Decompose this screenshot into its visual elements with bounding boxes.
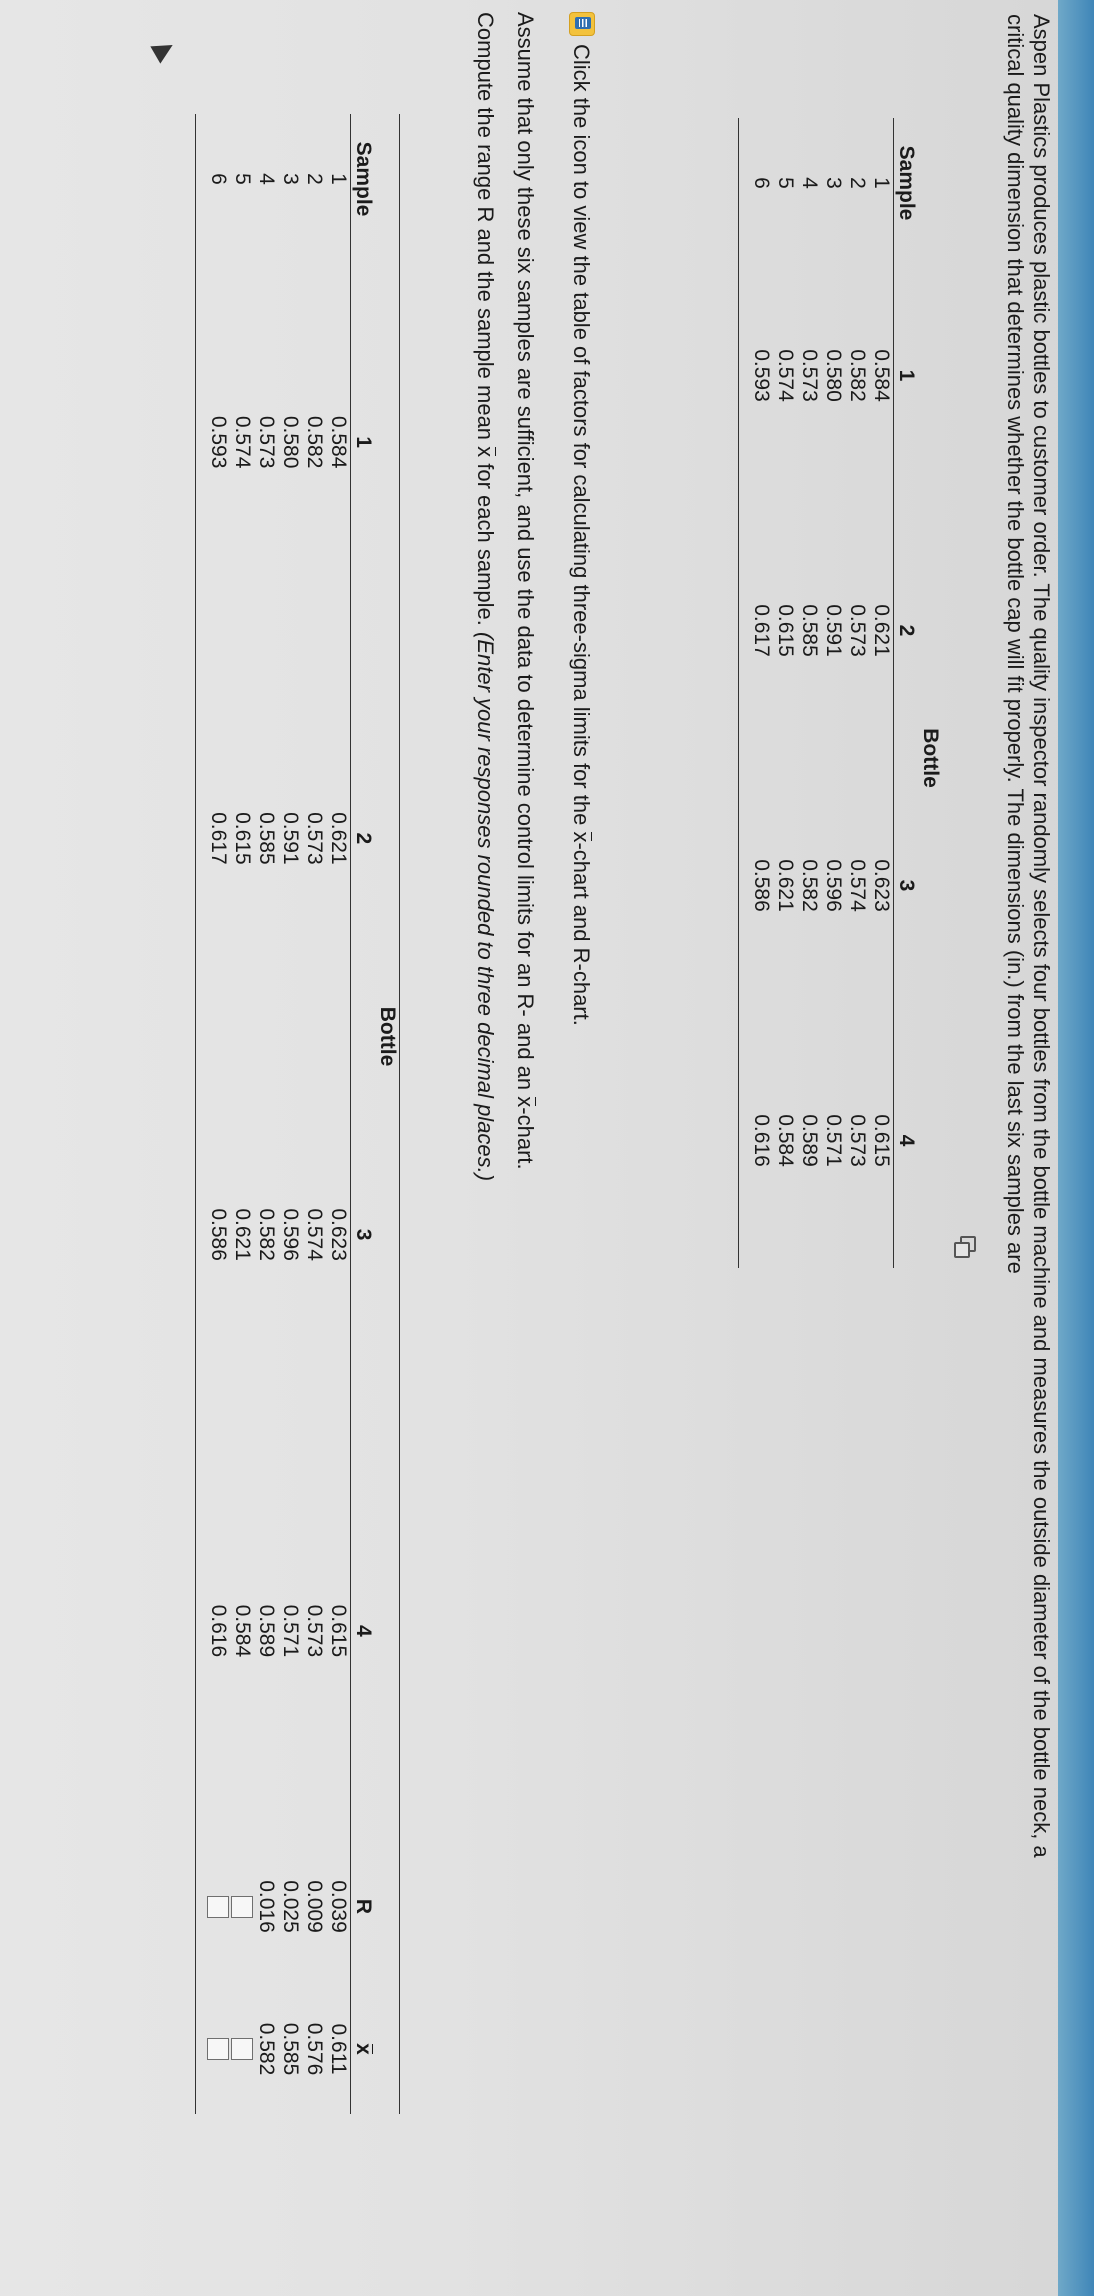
spacer-cell xyxy=(739,118,750,248)
bottle-measurement: 0.573 xyxy=(846,604,869,657)
spacer-cell xyxy=(196,1037,207,1433)
problem-statement-line-1: Aspen Plastics produces plastic bottles to customer order. The quality inspector randomly selects four bottles from the bottle machine and measures the outside diameter of the bottle neck, a xyxy=(1029,14,1054,1858)
sample-number: 3 xyxy=(279,173,302,185)
xbar-symbol: x xyxy=(513,1096,538,1108)
cursor-icon xyxy=(150,36,177,63)
answer-table xyxy=(195,114,400,2114)
table-row xyxy=(254,114,278,2114)
mean-cell xyxy=(278,1984,302,2114)
bottle-measurement: 0.571 xyxy=(822,1114,845,1167)
bottle-4-header: 4 xyxy=(895,1134,918,1147)
table-row xyxy=(230,114,254,2114)
bottle-measurement: 0.615 xyxy=(327,1604,350,1658)
table-row xyxy=(797,118,821,1268)
bottle-measurement: 0.584 xyxy=(774,1114,797,1167)
mean-column-header xyxy=(351,1984,376,2114)
mean-value: 0.611 xyxy=(327,2023,350,2075)
bottle-measurement: 0.617 xyxy=(207,812,230,865)
bottle-measurement: 0.573 xyxy=(303,1604,326,1658)
bottle-measurement: 0.591 xyxy=(279,812,302,865)
bottle-measurement: 0.623 xyxy=(327,1208,350,1261)
factors-link-post: -chart and R-chart. xyxy=(569,842,594,1026)
assumption-pre: Assume that only these six samples are sufficient, and use the data to determine control limits for an R- and an xyxy=(513,12,538,1097)
spacer-cell xyxy=(739,758,750,1013)
range-value: 0.039 xyxy=(327,1880,350,1933)
bottle-group-header: Bottle xyxy=(375,244,400,1829)
mean-cell xyxy=(254,1984,278,2114)
bottle-measurement: 0.574 xyxy=(846,859,869,912)
mean-cell xyxy=(230,1984,254,2114)
range-value: 0.016 xyxy=(255,1880,278,1933)
factors-table-link[interactable] xyxy=(568,44,594,1026)
range-cell xyxy=(302,1829,326,1984)
mean-answer-input[interactable] xyxy=(231,2038,253,2060)
bottle-measurement: 0.617 xyxy=(750,604,773,657)
instruction-mid: for each sample. xyxy=(473,457,498,633)
sample-number: 2 xyxy=(303,173,326,185)
window-frame-bar xyxy=(1058,0,1094,2296)
range-answer-input[interactable] xyxy=(207,1896,229,1918)
spacer-cell xyxy=(196,114,207,244)
bottle-measurement: 0.585 xyxy=(255,812,278,865)
bottle-measurement: 0.615 xyxy=(231,812,254,865)
bottle-measurement: 0.582 xyxy=(846,349,869,402)
range-value: 0.009 xyxy=(303,1880,326,1933)
range-cell xyxy=(254,1829,278,1984)
bottle-1-header: 1 xyxy=(895,369,918,382)
document-icon[interactable] xyxy=(569,12,595,36)
bottle-measurement: 0.593 xyxy=(750,349,773,402)
rounding-note: (Enter your responses rounded to three decimal places.) xyxy=(473,632,498,1182)
spacer-cell xyxy=(739,248,750,503)
table-spacer xyxy=(739,118,750,1268)
range-cell xyxy=(278,1829,302,1984)
sample-number: 4 xyxy=(255,173,278,185)
bottle-group-header: Bottle xyxy=(919,728,942,788)
bottle-measurement: 0.580 xyxy=(822,349,845,402)
xbar-symbol: x xyxy=(569,831,594,843)
mean-answer-input[interactable] xyxy=(207,2038,229,2060)
spacer-cell xyxy=(196,1829,207,1984)
table-row xyxy=(206,114,230,2114)
range-cell xyxy=(206,1829,230,1984)
sample-number: 4 xyxy=(798,177,821,189)
bottle-measurement: 0.616 xyxy=(207,1604,230,1658)
bottle-measurement: 0.573 xyxy=(846,1114,869,1167)
sample-number: 3 xyxy=(822,177,845,189)
bottle-measurement: 0.615 xyxy=(774,604,797,657)
bottle-measurement: 0.582 xyxy=(798,859,821,912)
bottle-measurement: 0.574 xyxy=(303,1208,326,1261)
sample-number: 6 xyxy=(750,177,773,189)
xbar-symbol: x xyxy=(473,446,498,458)
bottle-measurement: 0.573 xyxy=(255,415,278,469)
bottle-measurement: 0.621 xyxy=(774,859,797,912)
mean-cell xyxy=(206,1984,230,2114)
assumption-text xyxy=(512,12,538,1170)
bottle-measurement: 0.573 xyxy=(303,812,326,865)
instruction-text xyxy=(472,12,498,1181)
mean-cell xyxy=(326,1984,351,2114)
mean-value: 0.585 xyxy=(279,2022,302,2076)
range-cell xyxy=(326,1829,351,1984)
bottle-measurement: 0.615 xyxy=(870,1114,893,1167)
table-spacer xyxy=(196,114,207,2114)
assumption-post: -chart. xyxy=(513,1107,538,1170)
instruction-pre: Compute the range R and the sample mean xyxy=(473,12,498,447)
bottle-measurement: 0.584 xyxy=(231,1604,254,1658)
bottle-measurement: 0.596 xyxy=(822,859,845,912)
table-row xyxy=(749,118,773,1268)
range-value: 0.025 xyxy=(279,1880,302,1933)
mean-cell xyxy=(302,1984,326,2114)
sample-number: 6 xyxy=(207,173,230,185)
mean-value: 0.576 xyxy=(303,2022,326,2076)
sample-number: 5 xyxy=(231,173,254,185)
bottle-4-header: 4 xyxy=(352,1625,375,1637)
sample-data-table xyxy=(738,118,942,1268)
sample-number: 1 xyxy=(327,173,350,185)
bottle-measurement: 0.586 xyxy=(207,1208,230,1261)
bottle-measurement: 0.589 xyxy=(798,1114,821,1167)
bottle-measurement: 0.621 xyxy=(231,1208,254,1261)
bottle-measurement: 0.621 xyxy=(870,604,893,657)
bottle-measurement: 0.596 xyxy=(279,1208,302,1261)
bottle-measurement: 0.574 xyxy=(231,415,254,469)
copy-icon[interactable] xyxy=(960,1236,976,1252)
spacer-cell xyxy=(739,503,750,758)
range-answer-input[interactable] xyxy=(231,1896,253,1918)
bottle-measurement: 0.571 xyxy=(279,1604,302,1658)
bottle-measurement: 0.616 xyxy=(750,1114,773,1167)
bottle-measurement: 0.586 xyxy=(750,859,773,912)
bottle-measurement: 0.582 xyxy=(255,1208,278,1261)
bottle-measurement: 0.621 xyxy=(327,812,350,865)
bottle-measurement: 0.582 xyxy=(303,415,326,469)
table-row xyxy=(869,118,894,1268)
table-row xyxy=(302,114,326,2114)
range-column-header: R xyxy=(352,1898,375,1915)
sample-number: 2 xyxy=(846,177,869,189)
bottle-measurement: 0.623 xyxy=(870,859,893,912)
bottle-measurement: 0.584 xyxy=(327,415,350,469)
table-row xyxy=(278,114,302,2114)
spacer-cell xyxy=(196,1433,207,1829)
sample-column-header: Sample xyxy=(895,145,918,221)
sample-number: 1 xyxy=(870,177,893,189)
table-row xyxy=(326,114,351,2114)
xbar-symbol: x xyxy=(352,2043,375,2055)
bottle-2-header: 2 xyxy=(352,832,375,845)
spacer-cell xyxy=(739,1013,750,1268)
sample-number: 5 xyxy=(774,177,797,189)
bottle-measurement: 0.589 xyxy=(255,1604,278,1658)
table-row xyxy=(821,118,845,1268)
bottle-measurement: 0.574 xyxy=(774,349,797,402)
sample-column-header: Sample xyxy=(352,141,375,217)
spacer-cell xyxy=(196,244,207,640)
bottle-3-header: 3 xyxy=(352,1228,375,1241)
range-cell xyxy=(230,1829,254,1984)
bottle-3-header: 3 xyxy=(895,879,918,892)
problem-statement-line-2: critical quality dimension that determines whether the bottle cap will fit properly. The dimensions (in.) from the last six samples are xyxy=(1003,14,1028,1274)
bottle-measurement: 0.593 xyxy=(207,415,230,469)
spacer-cell xyxy=(196,1984,207,2114)
bottle-measurement: 0.580 xyxy=(279,415,302,469)
mean-value: 0.582 xyxy=(255,2022,278,2076)
bottle-2-header: 2 xyxy=(895,624,918,637)
problem-statement xyxy=(1002,14,1054,2234)
bottle-measurement: 0.573 xyxy=(798,349,821,402)
table-row xyxy=(845,118,869,1268)
bottle-measurement: 0.584 xyxy=(870,349,893,402)
bottle-1-header: 1 xyxy=(352,436,375,448)
bottle-measurement: 0.591 xyxy=(822,604,845,657)
factors-link-pre: Click the icon to view the table of factors for calculating three-sigma limits for the xyxy=(569,44,594,832)
bottle-measurement: 0.585 xyxy=(798,604,821,657)
spacer-cell xyxy=(196,640,207,1036)
table-row xyxy=(773,118,797,1268)
